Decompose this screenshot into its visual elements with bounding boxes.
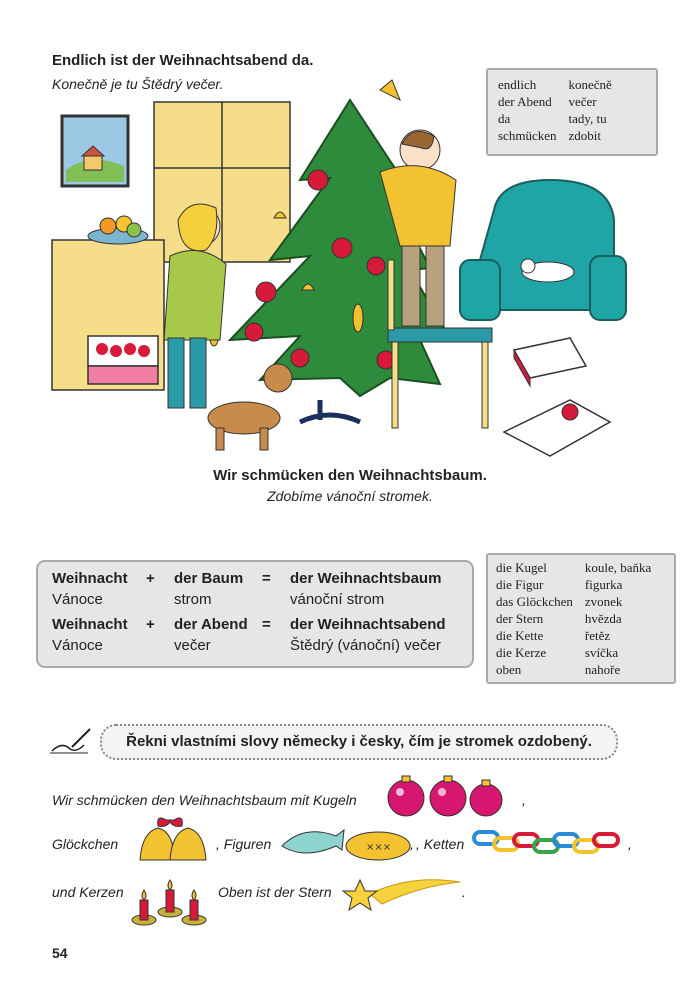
vocab-de: die Kerze xyxy=(496,645,547,660)
vocabulary-box-side xyxy=(486,553,676,684)
vocab-row xyxy=(490,610,657,627)
bells-icon xyxy=(128,812,216,868)
vocab-de: da xyxy=(498,111,511,126)
candles-icon xyxy=(128,876,212,930)
instruction-box xyxy=(100,724,618,760)
vocab-cz: svíčka xyxy=(584,645,619,660)
wall-picture xyxy=(62,116,128,186)
exercise-word-figures: , Figuren xyxy=(216,836,272,852)
formula-word-de: Weihnacht xyxy=(52,616,128,633)
vocab-de: der Abend xyxy=(498,94,552,109)
vocab-row xyxy=(490,559,657,576)
exercise-word-bells: Glöckchen xyxy=(52,836,119,852)
formula-result-cz: Štědrý (vánoční) večer xyxy=(290,637,441,654)
vocab-row xyxy=(490,644,657,661)
formula-result-de: der Weihnachtsbaum xyxy=(290,570,442,587)
formula-word-de: der Abend xyxy=(174,616,248,633)
chain-icon xyxy=(470,822,626,862)
vocab-de: die Kette xyxy=(496,628,544,643)
page-title-translation: Konečně je tu Štědrý večer. xyxy=(52,76,224,92)
ornament-box-left xyxy=(88,336,158,384)
illustration-caption-translation: Zdobíme vánoční stromek. xyxy=(267,488,433,504)
shooting-star-icon xyxy=(340,872,464,922)
svg-text:×××: ××× xyxy=(366,842,392,853)
vocab-row xyxy=(490,576,657,593)
formula-result-de: der Weihnachtsabend xyxy=(290,616,446,633)
formula-word-cz: strom xyxy=(174,591,212,608)
vocab-row xyxy=(490,627,657,644)
formula-result-cz: vánoční strom xyxy=(290,591,385,608)
exercise-word-chains: , Ketten xyxy=(416,836,465,852)
comma: , xyxy=(410,836,414,852)
comma: , xyxy=(522,792,526,808)
vocab-de: die Kugel xyxy=(496,560,547,575)
vocab-row xyxy=(492,110,618,127)
period: . xyxy=(462,884,466,900)
vocab-cz: hvězda xyxy=(584,611,622,626)
ornament-balls-icon xyxy=(382,772,512,822)
vocab-cz: konečně xyxy=(568,77,612,92)
plus-sign: + xyxy=(146,570,155,587)
vocab-de: oben xyxy=(496,662,522,677)
formula-word-de: der Baum xyxy=(174,570,244,587)
plus-sign: + xyxy=(146,616,155,633)
vocab-cz: řetěz xyxy=(584,628,611,643)
vocab-row xyxy=(490,661,657,678)
formula-word-cz: Vánoce xyxy=(52,637,103,654)
vocab-row xyxy=(490,593,657,610)
page-number: 54 xyxy=(52,945,68,961)
formula-word-de: Weihnacht xyxy=(52,570,128,587)
vocab-cz: zdobit xyxy=(568,128,601,143)
vocab-de: der Stern xyxy=(496,611,544,626)
exercise-sentence: Wir schmücken den Weihnachtsbaum mit Kugeln xyxy=(52,792,357,808)
vocab-cz: zvonek xyxy=(584,594,623,609)
page-title: Endlich ist der Weihnachtsabend da. xyxy=(52,52,314,69)
vocabulary-table xyxy=(492,76,618,144)
ornament-box-right xyxy=(504,338,610,456)
comma: , xyxy=(628,836,632,852)
vocab-cz: nahoře xyxy=(584,662,621,677)
exercise-word-candles: und Kerzen xyxy=(52,884,124,900)
illustration-caption: Wir schmücken den Weihnachtsbaum. xyxy=(213,467,487,484)
formula-word-cz: večer xyxy=(174,637,211,654)
vocab-cz: tady, tu xyxy=(568,111,607,126)
vocab-cz: koule, baňka xyxy=(584,560,652,575)
vocab-row xyxy=(492,93,618,110)
vocabulary-box-top xyxy=(486,68,658,156)
instruction-text: Řekni vlastními slovy německy i česky, čím je stromek ozdobený. xyxy=(126,733,592,750)
equals-sign: = xyxy=(262,616,271,633)
vocab-cz: večer xyxy=(568,94,597,109)
vocab-de: die Figur xyxy=(496,577,544,592)
vocab-de: schmücken xyxy=(498,128,557,143)
exercise-word-star: Oben ist der Stern xyxy=(218,884,332,900)
armchair-with-cat xyxy=(460,180,626,320)
vocab-de: das Glöckchen xyxy=(496,594,573,609)
formula-word-cz: Vánoce xyxy=(52,591,103,608)
equals-sign: = xyxy=(262,570,271,587)
dog xyxy=(208,364,292,450)
vocab-de: endlich xyxy=(498,77,537,92)
vocabulary-table xyxy=(490,559,657,678)
vocab-cz: figurka xyxy=(584,577,623,592)
pen-writing-icon xyxy=(48,727,92,755)
vocab-row xyxy=(492,76,618,93)
compound-word-box xyxy=(36,560,474,668)
figures-icon xyxy=(274,816,414,866)
vocab-row xyxy=(492,127,618,144)
